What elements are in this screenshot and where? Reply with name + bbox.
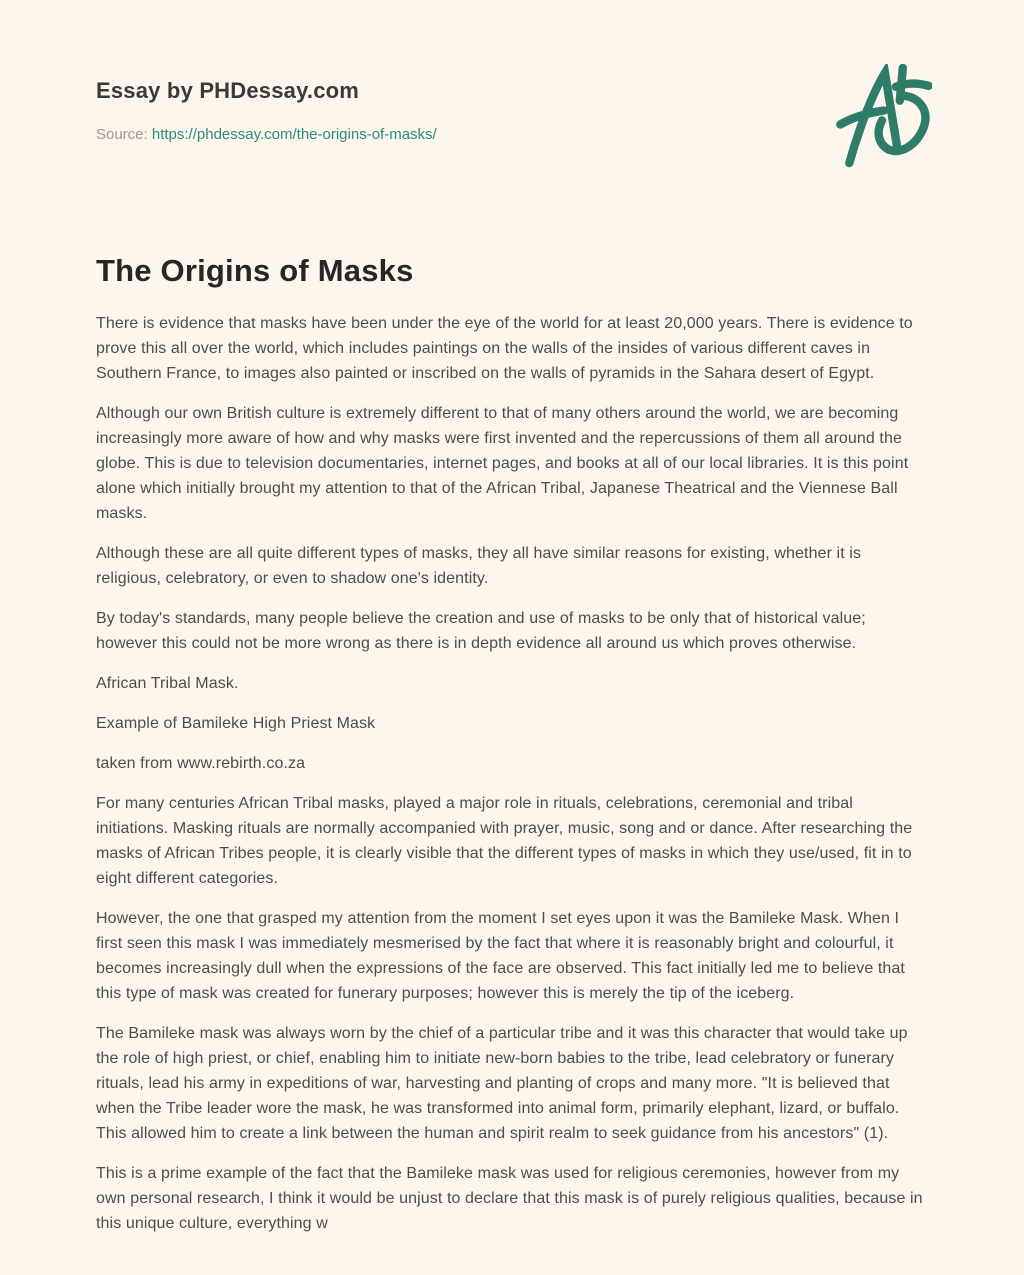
paragraph: Example of Bamileke High Priest Mask [96,715,376,733]
source-label: Source: [96,126,148,144]
paragraph: By today's standards, many people believe the creation and use of masks to be only that of historical value; however this could not be more wrong as there is in depth evidence all around us which proves otherwise. [96,610,866,653]
article-body [96,311,928,1236]
a-plus-logo-icon [828,64,932,168]
paragraph: However, the one that grasped my attention from the moment I set eyes upon it was the Bamileke Mask. When I first seen this mask I was immediately mesmerised by the fact that where it is reasonably bright and colourful, it becomes increasingly dull when the expressions of the face are observed. This fact initially led me to believe that this type of mask was created for funerary purposes; however this is merely the tip of the iceberg. [96,910,905,1003]
paragraph: The Bamileke mask was always worn by the chief of a particular tribe and it was this character that would take up the role of high priest, or chief, enabling him to initiate new-born babies to the tribe, lead celebratory or funerary rituals, lead his army in expeditions of war, harvesting and planting of crops and many more. "It is believed that when the Tribe leader wore the mask, he was transformed into animal form, primarily elephant, lizard, or buffalo. This allowed him to create a link between the human and spirit realm to seek guidance from his ancestors" (1). [96,1025,908,1143]
paragraph: taken from www.rebirth.co.za [96,755,306,773]
paragraph: Although these are all quite different types of masks, they all have similar reasons for existing, whether it is religious, celebratory, or even to shadow one's identity. [96,545,862,588]
paragraph: For many centuries African Tribal masks, played a major role in rituals, celebrations, ceremonial and tribal initiations. Masking rituals are normally accompanied with prayer, music, song and or dance. After researching the masks of African Tribes people, it is clearly visible that the different types of masks in which they use/used, fit in to eight different categories. [96,795,913,888]
header-text-block [96,78,828,143]
site-title: Essay by PHDessay.com [96,78,360,103]
paragraph: There is evidence that masks have been under the eye of the world for at least 20,000 years. There is evidence to prove this all over the world, which includes paintings on the walls of the insides of various different caves in Southern France, to images also painted or inscribed on the walls of pyramids in the Sahara desert of Egypt. [96,315,913,383]
source-line [96,126,828,143]
source-url-link[interactable]: https://phdessay.com/the-origins-of-masks/ [151,126,437,144]
page-title: The Origins of Masks [96,253,414,288]
paragraph: Although our own British culture is extremely different to that of many others around the world, we are becoming increasingly more aware of how and why masks were first invented and the repercussions of them all around the globe. This is due to television documentaries, internet pages, and books at all of our local libraries. It is this point alone which initially brought my attention to that of the African Tribal, Japanese Theatrical and the Viennese Ball masks. [96,405,909,523]
paragraph: African Tribal Mask. [96,675,239,693]
page-header [96,78,928,168]
paragraph: This is a prime example of the fact that the Bamileke mask was used for religious ceremonies, however from my own personal research, I think it would be unjust to declare that this mask is of purely religious qualities, because in this unique culture, everything w [96,1165,923,1233]
